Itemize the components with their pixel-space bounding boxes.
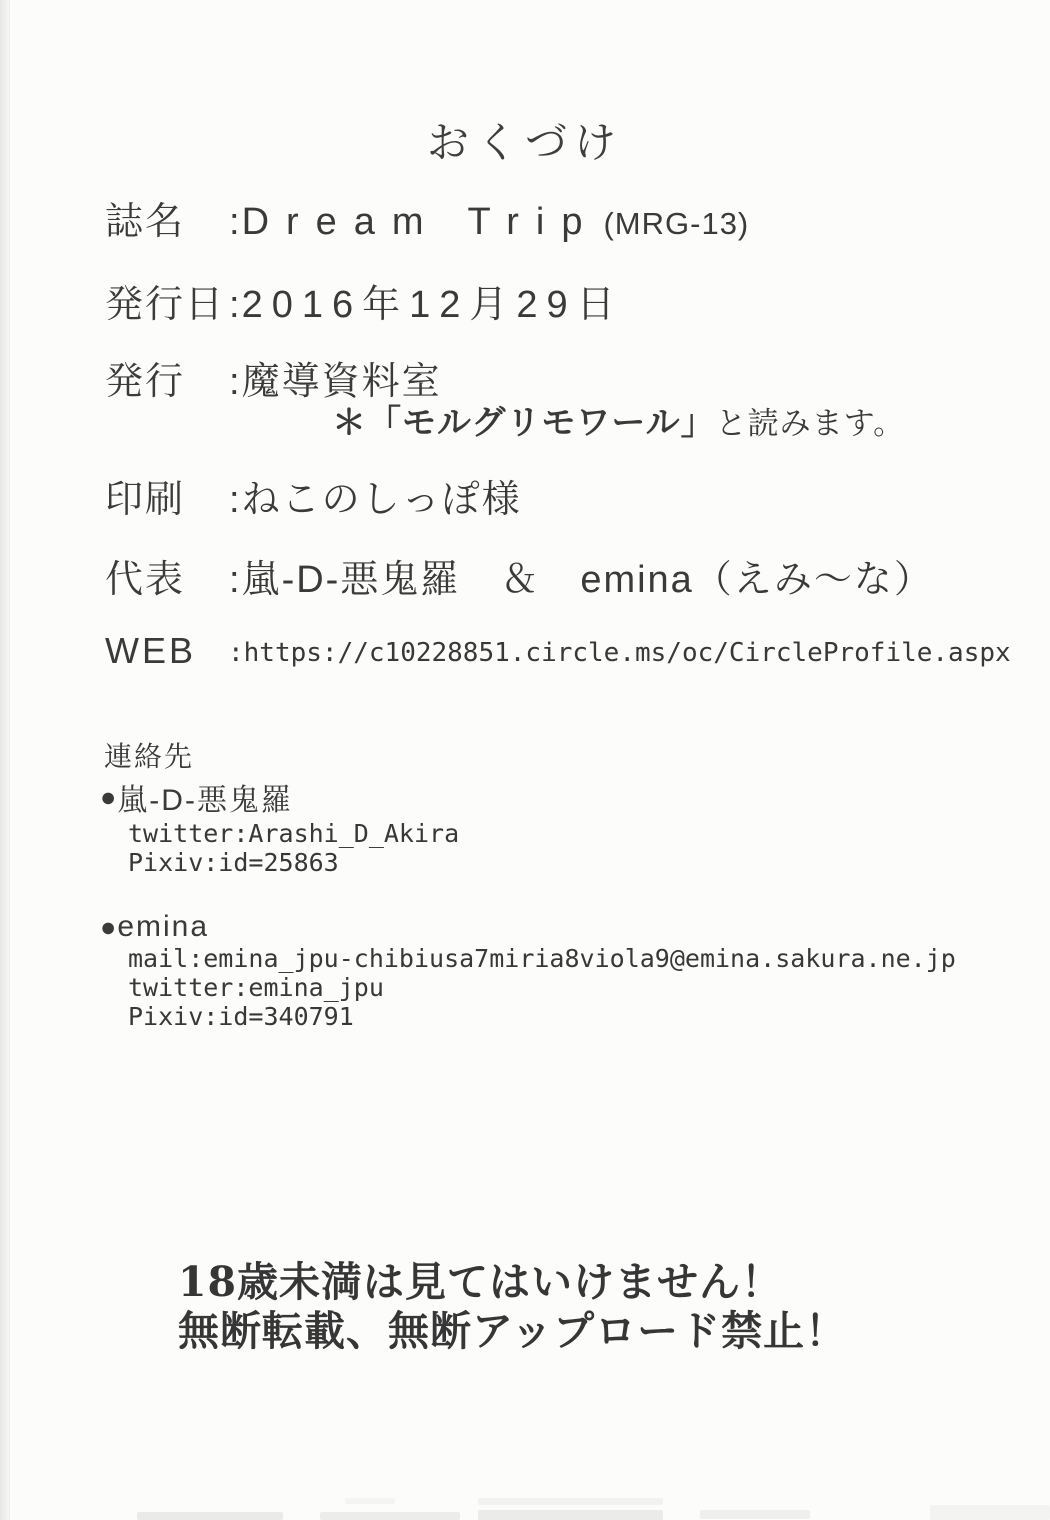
scan-artifact [137, 1512, 283, 1520]
row-representatives [105, 548, 934, 603]
publisher-reading-note-katakana: ＊「モルグリモワール」 [332, 404, 716, 442]
age-warning-line1: 18歳未満は見てはいけません！ [178, 1258, 784, 1306]
age-warning [178, 1258, 847, 1356]
row-book-title [105, 190, 749, 245]
contact-pixiv: Pixiv:id=340791 [128, 1002, 354, 1031]
scan-artifact [478, 1510, 663, 1520]
row-web-colon: : [228, 638, 244, 668]
contact-name: emina [117, 910, 210, 943]
page-title: おくづけ [426, 118, 623, 167]
row-representatives-label: 代表 [105, 559, 186, 601]
row-publish-date-colon: : [229, 284, 240, 326]
row-publish-date [105, 273, 624, 328]
scan-artifact [478, 1498, 663, 1505]
circle-url-text: https://c10228851.circle.ms/oc/CircleProfile.aspx [243, 638, 1011, 668]
circle-url [228, 638, 1011, 668]
publisher-reading-note-rest: と読みます。 [715, 406, 906, 442]
contact-entry-emina [100, 910, 956, 1031]
scan-artifact [320, 1512, 460, 1520]
row-printer [105, 468, 522, 523]
printer-value: ねこのしっぽ様 [241, 479, 522, 521]
contacts-section [100, 735, 956, 1031]
publisher-reading-note [332, 395, 905, 444]
row-publisher-colon: : [229, 361, 240, 403]
contact-pixiv: Pixiv:id=25863 [128, 848, 339, 877]
row-representatives-colon: : [229, 559, 240, 601]
book-title-code: (MRG-13) [603, 206, 750, 241]
row-publisher-label: 発行 [105, 361, 186, 403]
row-book-title-label: 誌名 [105, 201, 186, 243]
contact-name: 嵐-D-悪鬼羅 [117, 784, 293, 817]
contact-name-line [100, 910, 956, 944]
row-book-title-colon: : [229, 201, 240, 243]
representatives-value: 嵐-D-悪鬼羅 ＆ emina（えみ～な） [241, 559, 934, 601]
scan-artifact [700, 1510, 810, 1519]
bullet-circle-icon: ● [100, 912, 117, 942]
row-printer-colon: : [229, 479, 240, 521]
contact-mail: mail:emina_jpu-chibiusa7miria8viola9@emina.sakura.ne.jp [128, 944, 956, 973]
bullet-circle-icon: ● [100, 782, 117, 812]
age-warning-line2: 無断転載、無断アップロード禁止！ [178, 1307, 848, 1355]
publisher-value: 魔導資料室 [241, 361, 442, 403]
scan-edge-left [0, 0, 10, 1520]
contact-twitter: twitter:emina_jpu [128, 973, 384, 1002]
contact-entry-arashi [100, 775, 956, 877]
scan-artifact [930, 1505, 1050, 1520]
contacts-heading: 連絡先 [104, 741, 195, 772]
row-publish-date-label: 発行日 [105, 284, 226, 326]
contact-twitter: twitter:Arashi_D_Akira [128, 819, 460, 848]
scan-artifact [345, 1498, 395, 1504]
row-web-label: WEB [105, 630, 197, 671]
book-title-value: Dream Trip [241, 201, 600, 243]
publish-date-value: 2016年12月29日 [241, 284, 624, 326]
row-printer-label: 印刷 [105, 479, 186, 521]
contact-name-line [100, 775, 956, 819]
